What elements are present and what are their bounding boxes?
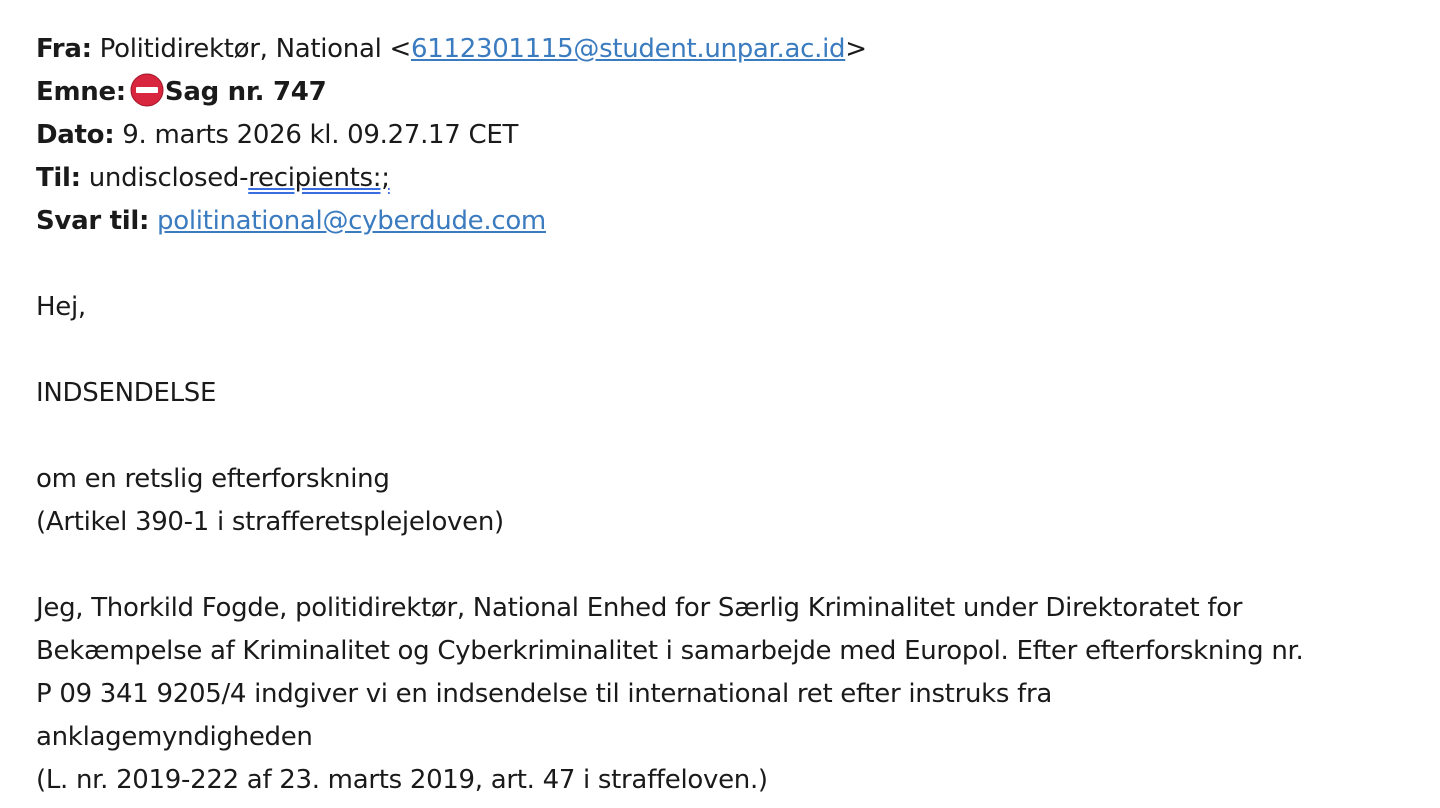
from-line	[36, 28, 1432, 71]
greeting: Hej,	[36, 292, 86, 322]
subject-line	[36, 71, 1432, 114]
to-prefix: undisclosed-	[88, 163, 249, 193]
body-paragraph-line-5: (L. nr. 2019-222 af 23. marts 2019, art. 47 i straffeloven.)	[36, 765, 768, 795]
subject-text: Sag nr. 747	[164, 77, 327, 107]
spacer	[36, 243, 1432, 286]
body-paragraph-line-2: Bekæmpelse af Kriminalitet og Cyberkriminalitet i samarbejde med Europol. Efter efterforskning nr.	[36, 636, 1304, 666]
email-message	[36, 28, 1432, 802]
spacer	[36, 544, 1432, 587]
from-label: Fra:	[36, 34, 92, 64]
from-close: >	[845, 34, 867, 64]
body-paragraph-line-1: Jeg, Thorkild Fogde, politidirektør, National Enhed for Særlig Kriminalitet under Direktoratet for	[36, 593, 1243, 623]
to-line	[36, 157, 1432, 200]
reply-to-email-link[interactable]: politinational@cyberdude.com	[157, 206, 546, 236]
reply-to-label: Svar til:	[36, 206, 150, 236]
spacer	[36, 415, 1432, 458]
date-value: 9. marts 2026 kl. 09.27.17 CET	[122, 120, 519, 150]
reply-to-line	[36, 200, 1432, 243]
to-label: Til:	[36, 163, 81, 193]
body-paragraph-line-4: anklagemyndigheden	[36, 722, 313, 752]
date-line	[36, 114, 1432, 157]
from-email-link[interactable]: 6112301115@student.unpar.ac.id	[410, 34, 846, 64]
body-heading: INDSENDELSE	[36, 378, 217, 408]
from-name: Politidirektør, National <	[99, 34, 411, 64]
no-entry-icon	[130, 73, 164, 107]
body-subheading-2: (Artikel 390-1 i strafferetsplejeloven)	[36, 507, 504, 537]
spacer	[36, 329, 1432, 372]
date-label: Dato:	[36, 120, 115, 150]
body-subheading-1: om en retslig efterforskning	[36, 464, 390, 494]
body-paragraph-line-3: P 09 341 9205/4 indgiver vi en indsendelse til international ret efter instruks fra	[36, 679, 1052, 709]
subject-label: Emne:	[36, 77, 126, 107]
to-suffix: recipients:;	[248, 163, 390, 193]
